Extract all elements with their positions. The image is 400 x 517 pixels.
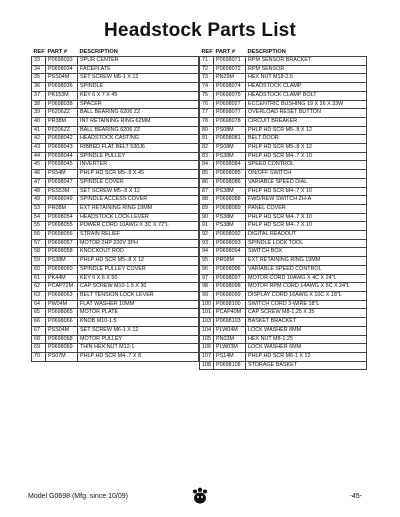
part-number-cell: PS54M [46,170,78,179]
ref-cell: 55 [32,222,46,231]
table-row [200,352,367,361]
description-cell: PHLP HD SCR M4-.7 X 10 [246,222,367,231]
ref-cell: 35 [32,74,46,83]
ref-cell: 36 [32,83,46,92]
ref-header: REF [201,49,213,55]
table-row [200,196,367,205]
table-row [200,144,367,153]
description-cell: STORAGE BASKET [246,361,367,370]
description-cell: KEY 6 X 6 X 50 [78,274,199,283]
table-row [32,239,199,248]
table-row [32,57,199,66]
ref-cell: 105 [200,335,214,344]
description-cell: BALL BEARING 6206 ZZ [78,109,199,118]
table-row [200,126,367,135]
table-row [32,126,199,135]
description-cell: SPINDLE LOCK TOOL [246,239,367,248]
ref-cell: 76 [200,100,214,109]
part-number-cell: P0698065 [46,309,78,318]
description-cell: RPM SENSOR BRACKET [246,57,367,66]
table-row [200,326,367,335]
description-cell: RIBBED FLAT BELT 530J6 [78,144,199,153]
table-row [32,91,199,100]
part-number-cell: PS38M [46,257,78,266]
table-row [32,170,199,179]
part-number-cell: P0698078 [214,117,246,126]
table-row [32,231,199,240]
ref-cell: 60 [32,265,46,274]
table-row [200,248,367,257]
description-cell: PHLP HD SCR M4-.7 X 10 [246,152,367,161]
part-number-cell: P0698049 [46,196,78,205]
description-cell: MOTOR PULLEY [78,335,199,344]
part-number-cell: P0698071 [214,57,246,66]
part-number-cell: P0698027 [214,100,246,109]
ref-cell: 106 [200,344,214,353]
part-number-cell: P0698089 [214,204,246,213]
parts-table-left [31,48,199,362]
ref-cell: 59 [32,257,46,266]
ref-cell: 73 [200,74,214,83]
ref-cell: 39 [32,109,46,118]
description-cell: BELT TENSION LOCK LEVER [78,291,199,300]
description-cell: SET SCREW M5-.8 X 12 [78,187,199,196]
description-cell: EXT RETAINING RING 19MM [246,257,367,266]
ref-cell: 88 [200,196,214,205]
part-number-cell: P0698077 [214,109,246,118]
ref-cell: 46 [32,170,46,179]
description-cell: INVERTER [78,161,199,170]
part-number-cell: P0698066 [46,318,78,327]
part-number-cell: PN03M [214,335,246,344]
description-cell: OVERLOAD RESET BUTTON [246,109,367,118]
table-row [32,344,199,353]
table-row [32,265,199,274]
description-cell: ON/OFF SWITCH [246,170,367,179]
table-row [200,213,367,222]
ref-cell: 100 [200,300,214,309]
table-row [32,196,199,205]
table-row [200,265,367,274]
ref-cell: 45 [32,161,46,170]
table-row [32,318,199,327]
table-row [200,344,367,353]
part-number-cell: P0698081 [214,135,246,144]
part-number-cell: PCAP72M [46,283,78,292]
ref-cell: 86 [200,178,214,187]
part-number-cell: PSS04M [46,326,78,335]
table-row [200,178,367,187]
description-cell: SPACER [78,100,199,109]
part-number-cell: P0698075 [214,91,246,100]
table-row [32,144,199,153]
ref-cell: 47 [32,178,46,187]
part-number-cell: PS08M [214,126,246,135]
description-cell: LOCK WASHER 8MM [246,326,367,335]
description-cell: DISPLAY CORD 16AWG X 10C X 18"L [246,291,367,300]
table-row [200,91,367,100]
ref-cell: 80 [200,126,214,135]
ref-cell: 56 [32,231,46,240]
ref-cell: 81 [200,135,214,144]
ref-cell: 95 [200,257,214,266]
part-number-cell: P0698088 [214,196,246,205]
table-header-row [32,48,199,57]
footer-model: Model G0698 (Mfg. since 10/09) [28,493,128,500]
ref-cell: 43 [32,144,46,153]
description-cell: SPEED CONTROL [246,161,367,170]
ref-cell: 99 [200,291,214,300]
table-row [200,65,367,74]
description-cell: EXT RETAINING RING 19MM [78,204,199,213]
ref-cell: 48 [32,187,46,196]
description-cell: SET SCREW M6-1 X 12 [78,74,199,83]
description-cell: KNOB M10-1.5 [78,318,199,327]
table-row [32,335,199,344]
description-cell: PHLP HD SCR M4-.7 X 10 [246,213,367,222]
description-cell: BELT DOOR [246,135,367,144]
description-cell: PHLP HD SCR M5-.8 X 12 [246,126,367,135]
ref-cell: 82 [200,144,214,153]
ref-cell: 53 [32,204,46,213]
ref-cell: 33 [32,57,46,66]
part-number-cell: P0698096 [214,265,246,274]
ref-cell: 64 [32,300,46,309]
description-cell: FACEPLATE [78,65,199,74]
part-number-cell: P0698045 [46,161,78,170]
ref-cell: 91 [200,222,214,231]
description-cell: HEX NUT M8-1.25 [246,335,367,344]
table-row [200,231,367,240]
part-number-cell: PR38M [46,117,78,126]
description-cell: ECCENTRIC BUSHING 19 X 26 X 33W [246,100,367,109]
ref-cell: 34 [32,65,46,74]
table-row [200,135,367,144]
description-cell: MOTOR CORD 10AWG X 4C X 24"L [246,274,367,283]
ref-cell: 104 [200,326,214,335]
description-header: DESCRIPTION [79,49,118,55]
description-cell: BASKET BRACKET [246,318,367,327]
part-number-cell: P6206ZZ [46,126,78,135]
part-number-cell: P0698036 [46,83,78,92]
table-header-row [200,48,367,57]
table-row [32,74,199,83]
part-number-cell: P0698097 [214,274,246,283]
description-cell: HEADSTOCK CASTING [78,135,199,144]
table-row [32,291,199,300]
table-row [32,161,199,170]
part-number-cell: P0698092 [214,231,246,240]
part-number-cell: P0698103 [214,318,246,327]
ref-cell: 107 [200,352,214,361]
part-number-cell: PW04M [46,300,78,309]
description-cell: HEADSTOCK LOCK LEVER [78,213,199,222]
table-row [32,135,199,144]
description-cell: SPINDLE COVER [78,178,199,187]
ref-cell: 58 [32,248,46,257]
table-row [200,117,367,126]
table-row [200,152,367,161]
table-row [32,274,199,283]
description-cell: INT RETAINING RING 62MM [78,117,199,126]
description-cell: KNOCKOUT ROD [78,248,199,257]
part-number-cell: PS07M [46,352,78,361]
table-row [200,361,367,370]
part-number-cell: P0698098 [214,283,246,292]
ref-cell: 70 [32,352,46,361]
part-number-cell: P0698093 [214,239,246,248]
ref-cell: 54 [32,213,46,222]
ref-cell: 108 [200,361,214,370]
part-number-cell: PN29M [214,74,246,83]
description-cell: FWD/REW SWITCH ZH-A [246,196,367,205]
description-cell: SPUR CENTER [78,57,199,66]
part-number-cell: PK44M [46,274,78,283]
description-cell: VARIABLE SPEED DIAL [246,178,367,187]
description-cell: SWITCH CORD 3-WIRE 18"L [246,300,367,309]
ref-cell: 74 [200,83,214,92]
part-number-cell: P6206ZZ [46,109,78,118]
part-number-cell: P0698100 [214,300,246,309]
description-cell: SET SCREW M6-1 X 12 [78,326,199,335]
description-cell: PHLP HD SCR M4-.7 X 8 [78,352,199,361]
table-row [200,74,367,83]
table-row [200,170,367,179]
table-row [200,309,367,318]
part-number-cell: P0698043 [46,144,78,153]
table-row [32,117,199,126]
description-cell: BALL BEARING 6206 ZZ [78,126,199,135]
description-cell: PHLP HD SCR M5-.8 X 12 [78,257,199,266]
page-title: Headstock Parts List [104,20,296,41]
table-row [200,283,367,292]
part-number-cell: P0698074 [214,83,246,92]
ref-cell: 85 [200,170,214,179]
description-cell: CAP SCREW M10-1.5 X 30 [78,283,199,292]
ref-cell: 62 [32,283,46,292]
table-row [200,335,367,344]
ref-cell: 97 [200,274,214,283]
part-number-cell: P0698099 [214,291,246,300]
ref-cell: 92 [200,231,214,240]
part-number-cell: PSS53M [46,187,78,196]
part-number-cell: PCAP40M [214,309,246,318]
ref-header: REF [33,49,45,55]
table-row [32,109,199,118]
description-cell: HEX NUT M18-2.5 [246,74,367,83]
ref-cell: 94 [200,248,214,257]
ref-cell: 90 [200,213,214,222]
table-row [200,300,367,309]
bear-paw-logo [190,486,210,506]
table-row [200,109,367,118]
description-cell: FLAT WASHER 10MM [78,300,199,309]
description-cell: KEY 6 X 7 X 45 [78,91,199,100]
table-row [200,57,367,66]
part-number-cell: P0698084 [214,161,246,170]
ref-cell: 84 [200,161,214,170]
ref-cell: 83 [200,152,214,161]
description-cell: MOTOR 2HP 220V 3PH [78,239,199,248]
part-number-cell: P0698033 [46,57,78,66]
part-number-cell: PK153M [46,91,78,100]
table-row [32,222,199,231]
description-cell: THIN HEX NUT M12-1 [78,344,199,353]
table-row [32,83,199,92]
part-number-cell: PS38M [214,222,246,231]
part-number-cell: P0698072 [214,65,246,74]
ref-cell: 77 [200,109,214,118]
part-number-cell: PS08M [214,144,246,153]
table-row [200,187,367,196]
part-number-cell: P0698069 [46,344,78,353]
description-cell: SPINDLE ACCESS COVER [78,196,199,205]
table-row [200,239,367,248]
part-number-cell: P0698056 [46,231,78,240]
ref-cell: 66 [32,318,46,327]
description-cell: MOTOR PLATE [78,309,199,318]
ref-cell: 37 [32,91,46,100]
part-number-cell: PR08M [46,204,78,213]
table-row [32,204,199,213]
description-cell: PHLP HD SCR M6-1 X 12 [246,352,367,361]
part-number-cell: P0698108 [214,361,246,370]
part-number-cell: PS38M [214,187,246,196]
ref-cell: 71 [200,57,214,66]
description-cell: POWER CORD 10AWG X 3C X 72"L [78,222,199,231]
table-row [32,100,199,109]
table-row [32,187,199,196]
part-number-cell: P0698068 [46,335,78,344]
description-cell: VARIABLE SPEED CONTROL [246,265,367,274]
table-row [32,178,199,187]
description-cell: MOTOR RPM CORD 14AWG X 5C X 24"L [246,283,367,292]
part-number-cell: P0698094 [214,248,246,257]
ref-cell: 75 [200,91,214,100]
part-number-cell: P0698063 [46,291,78,300]
description-cell: HEADSTOCK CLAMP [246,83,367,92]
description-header: DESCRIPTION [247,49,286,55]
part-number-cell: PLW03M [214,344,246,353]
table-row [32,65,199,74]
description-cell: CIRCUIT BREAKER [246,117,367,126]
table-row [200,257,367,266]
ref-cell: 69 [32,344,46,353]
table-row [32,300,199,309]
table-row [32,213,199,222]
part-number-cell: P0698044 [46,152,78,161]
description-cell: PANEL COVER [246,204,367,213]
ref-cell: 68 [32,335,46,344]
ref-cell: 98 [200,283,214,292]
table-row [200,204,367,213]
description-cell: SPINDLE PULLEY [78,152,199,161]
ref-cell: 67 [32,326,46,335]
part-number-cell: P0698055 [46,222,78,231]
part-number-cell: P0698054 [46,213,78,222]
ref-cell: 42 [32,135,46,144]
description-cell: HEADSTOCK CLAMP BOLT [246,91,367,100]
part-number-cell: P0698085 [214,170,246,179]
description-cell: SPINDLE [78,83,199,92]
ref-cell: 87 [200,187,214,196]
part-number-cell: PS38M [214,152,246,161]
ref-cell: 96 [200,265,214,274]
description-cell: PHLP HD SCR M4-.7 X 10 [246,187,367,196]
ref-cell: 63 [32,291,46,300]
part-number-cell: P0698047 [46,178,78,187]
table-row [200,291,367,300]
description-cell: LOCK WASHER 6MM [246,344,367,353]
table-row [200,100,367,109]
part-number-cell: P0698058 [46,248,78,257]
description-cell: RPM SENSOR [246,65,367,74]
page-number: -45- [349,493,362,500]
part-number-cell: P0698057 [46,239,78,248]
ref-cell: 57 [32,239,46,248]
ref-cell: 89 [200,204,214,213]
ref-cell: 103 [200,318,214,327]
ref-cell: 93 [200,239,214,248]
description-cell: PHLP HD SCR M5-.8 X 12 [246,144,367,153]
part-header: PART # [215,49,235,55]
table-row [200,274,367,283]
description-cell: SPINDLE PULLEY COVER [78,265,199,274]
part-number-cell: P0698060 [46,265,78,274]
part-number-cell: P0698038 [46,100,78,109]
ref-cell: 49 [32,196,46,205]
part-header: PART # [47,49,67,55]
table-row [32,309,199,318]
description-cell: SWITCH BOX [246,248,367,257]
description-cell: CAP SCREW M8-1.25 X 35 [246,309,367,318]
part-number-cell: PLW04M [214,326,246,335]
description-cell: DIGITAL READOUT [246,231,367,240]
part-number-cell: PS14M [214,352,246,361]
table-row [200,83,367,92]
part-number-cell: P0698086 [214,178,246,187]
ref-cell: 40 [32,117,46,126]
ref-cell: 72 [200,65,214,74]
description-cell: STRAIN RELIEF [78,231,199,240]
ref-cell: 65 [32,309,46,318]
part-number-cell: P0698042 [46,135,78,144]
table-row [32,257,199,266]
table-row [32,283,199,292]
table-row [200,318,367,327]
table-row [32,352,199,361]
table-row [32,326,199,335]
ref-cell: 61 [32,274,46,283]
table-row [32,248,199,257]
table-row [32,152,199,161]
ref-cell: 38 [32,100,46,109]
table-row [200,222,367,231]
ref-cell: 41 [32,126,46,135]
ref-cell: 78 [200,117,214,126]
part-number-cell: P0698034 [46,65,78,74]
part-number-cell: PSS04M [46,74,78,83]
part-number-cell: PS38M [214,213,246,222]
ref-cell: 44 [32,152,46,161]
table-row [200,161,367,170]
description-cell: PHLP HD SCR M5-.8 X 45 [78,170,199,179]
part-number-cell: PR08M [214,257,246,266]
parts-table-right [199,48,367,370]
ref-cell: 101 [200,309,214,318]
